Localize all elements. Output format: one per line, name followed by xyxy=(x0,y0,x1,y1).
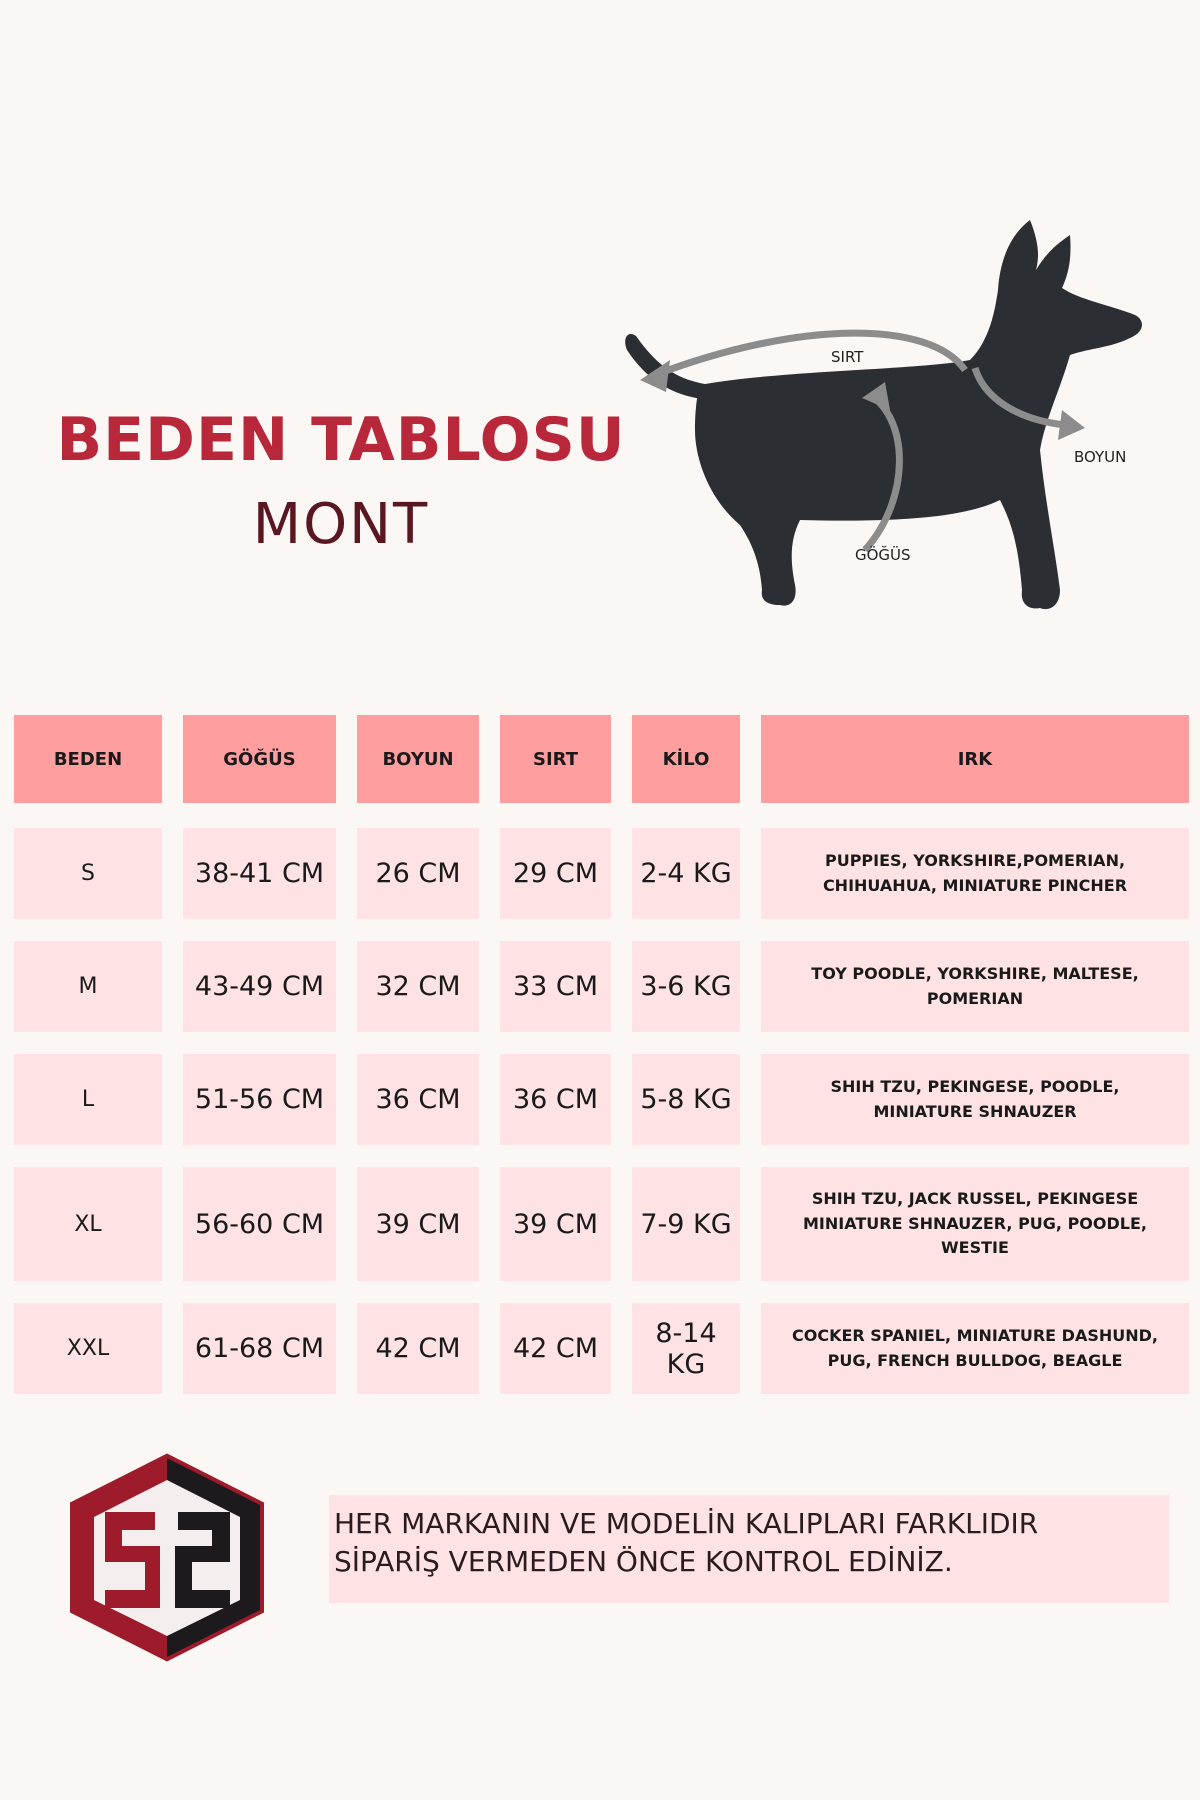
row-xl-chest: 56-60 CM xyxy=(183,1167,336,1281)
header-sirt: SIRT xyxy=(500,715,611,803)
notice-line-1: HER MARKANIN VE MODELİN KALIPLARI FARKLIDIR xyxy=(334,1507,1039,1540)
row-s-neck: 26 CM xyxy=(357,828,479,919)
row-xl-size: XL xyxy=(14,1167,162,1281)
row-m-breeds: TOY POODLE, YORKSHIRE, MALTESE, POMERIAN xyxy=(761,941,1189,1032)
row-m-weight: 3-6 KG xyxy=(632,941,740,1032)
neck-label: BOYUN xyxy=(1074,448,1127,466)
row-m-chest: 43-49 CM xyxy=(183,941,336,1032)
notice-box xyxy=(329,1495,1169,1603)
row-m-size: M xyxy=(14,941,162,1032)
header-kilo: KİLO xyxy=(632,715,740,803)
row-xxl-size: XXL xyxy=(14,1303,162,1394)
page-title: BEDEN TABLOSU xyxy=(56,405,626,475)
sz-logo-icon xyxy=(60,1450,275,1665)
chest-label: GÖĞÜS xyxy=(855,546,911,564)
row-m-back: 33 CM xyxy=(500,941,611,1032)
header-irk: IRK xyxy=(761,715,1189,803)
row-s-breeds: PUPPIES, YORKSHIRE,POMERIAN, CHIHUAHUA, MINIATURE PINCHER xyxy=(761,828,1189,919)
row-xxl-back: 42 CM xyxy=(500,1303,611,1394)
row-l-neck: 36 CM xyxy=(357,1054,479,1145)
row-xxl-breeds: COCKER SPANIEL, MINIATURE DASHUND, PUG, FRENCH BULLDOG, BEAGLE xyxy=(761,1303,1189,1394)
row-s-size: S xyxy=(14,828,162,919)
row-xl-weight: 7-9 KG xyxy=(632,1167,740,1281)
row-s-chest: 38-41 CM xyxy=(183,828,336,919)
row-xxl-weight: 8-14 KG xyxy=(632,1303,740,1394)
row-xl-back: 39 CM xyxy=(500,1167,611,1281)
row-s-back: 29 CM xyxy=(500,828,611,919)
row-xl-breeds: SHIH TZU, JACK RUSSEL, PEKINGESE MINIATURE SHNAUZER, PUG, POODLE, WESTIE xyxy=(761,1167,1189,1281)
row-l-breeds: SHIH TZU, PEKINGESE, POODLE, MINIATURE SHNAUZER xyxy=(761,1054,1189,1145)
row-l-chest: 51-56 CM xyxy=(183,1054,336,1145)
row-m-neck: 32 CM xyxy=(357,941,479,1032)
row-l-size: L xyxy=(14,1054,162,1145)
header-boyun: BOYUN xyxy=(357,715,479,803)
row-l-weight: 5-8 KG xyxy=(632,1054,740,1145)
notice-line-2: SİPARİŞ VERMEDEN ÖNCE KONTROL EDİNİZ. xyxy=(334,1544,953,1578)
row-xxl-neck: 42 CM xyxy=(357,1303,479,1394)
header-beden: BEDEN xyxy=(14,715,162,803)
header-gogus: GÖĞÜS xyxy=(183,715,336,803)
row-l-back: 36 CM xyxy=(500,1054,611,1145)
back-label: SIRT xyxy=(831,348,864,366)
brand-logo xyxy=(60,1450,275,1665)
row-xl-neck: 39 CM xyxy=(357,1167,479,1281)
page-subtitle: MONT xyxy=(252,492,430,557)
row-s-weight: 2-4 KG xyxy=(632,828,740,919)
row-xxl-chest: 61-68 CM xyxy=(183,1303,336,1394)
